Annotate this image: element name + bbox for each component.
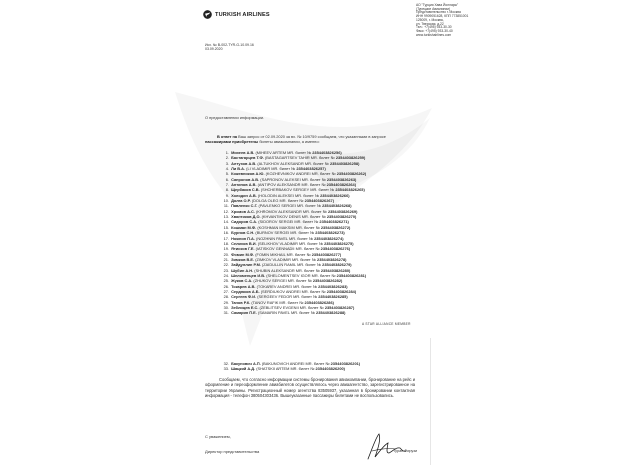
ticket-number: 2354403826258) xyxy=(329,160,360,166)
passenger-number: 10. xyxy=(223,198,229,204)
passenger-latin-name: (DOLGA OLEG MR. xyxy=(251,198,287,204)
passenger-row xyxy=(219,187,366,192)
passenger-latin-name: (ALTUKHOV ALEKSANDR MR. xyxy=(257,160,313,166)
passenger-number: 30. xyxy=(223,304,229,310)
passenger-latin-name: (IATISKOV GENNADII MR. xyxy=(255,246,303,252)
address-line: (Турецкие Авиалинии) xyxy=(416,6,451,11)
ticket-label: билет № xyxy=(294,251,311,257)
passenger-latin-name: (SERGEEV FEDOR MR. xyxy=(257,294,301,300)
letter-subject: О предоставлении информации. xyxy=(205,115,265,120)
passenger-number: 14. xyxy=(223,219,229,225)
ticket-label: билет № xyxy=(307,304,324,310)
passenger-number: 6. xyxy=(225,176,229,182)
ticket-number: 2354403826270) xyxy=(326,214,357,220)
passenger-latin-name: (MIHEEV ARTEM MR. xyxy=(255,150,295,155)
passenger-number: 22. xyxy=(223,262,229,268)
ticket-number: 2354403826285) xyxy=(318,294,348,300)
passenger-number: 32. xyxy=(223,361,229,366)
ticket-label: билет № xyxy=(305,203,321,209)
ticket-number: 2354403826265) xyxy=(335,187,365,193)
passenger-number: 13. xyxy=(223,214,229,220)
passenger-latin-name: (LI VLADIMIR MR. xyxy=(246,166,279,172)
passenger-latin-name: (SAPRONOV ALEKSEI MR. xyxy=(260,176,309,182)
address-line: Представительство г. Москва xyxy=(416,10,461,15)
address-line: www.turkishairlines.com xyxy=(416,32,452,37)
passenger-number: 8. xyxy=(225,187,229,193)
passenger-latin-name: (KHVANTIKOV DENIS MR. xyxy=(261,214,309,220)
passenger-number: 9. xyxy=(225,192,229,198)
passenger-latin-name: (SHUBIN ALEKSANDR MR. xyxy=(254,267,303,273)
ticket-number: 2354403826267) xyxy=(304,198,335,204)
ticket-label: билет № xyxy=(279,166,296,172)
ticket-label: билет № xyxy=(287,299,304,305)
address-line: 125009, г. Москва, xyxy=(416,17,444,22)
passenger-number: 11. xyxy=(223,203,229,209)
ticket-label: билет № xyxy=(307,240,323,246)
star-alliance-footer: A STAR ALLIANCE MEMBER xyxy=(362,322,411,326)
passenger-latin-name: (SELIKHOV VLADIMIR MR. xyxy=(257,240,307,246)
passenger-name: Хромов А.С. xyxy=(231,208,255,214)
passenger-name: Селихов В.И. xyxy=(231,240,257,246)
passenger-latin-name: (TANOV RAFIK MR. xyxy=(251,299,287,305)
ticket-number: 2354403826259) xyxy=(335,155,366,161)
passenger-name: Самарин П.Е. xyxy=(231,310,257,316)
ticket-label: билет № xyxy=(296,278,312,284)
ticket-number: 2354403826268) xyxy=(322,203,352,209)
ticket-label: билет № xyxy=(300,256,316,262)
ticket-number: 2354403826275) xyxy=(324,240,354,246)
passenger-latin-name: (NOZHNIN PAVEL MR. xyxy=(256,235,297,241)
passenger-name: Зайдуллин Р.М. xyxy=(231,262,261,268)
ticket-label: билет № xyxy=(318,187,335,193)
passenger-list-page-2 xyxy=(219,361,360,372)
airline-logo xyxy=(203,10,270,19)
passenger-number: 31. xyxy=(223,310,229,316)
passenger-row xyxy=(219,171,366,176)
passenger-number: 26. xyxy=(223,283,229,289)
ticket-number: 2354403826283) xyxy=(318,283,348,289)
ticket-number: 2354403826274) xyxy=(314,235,344,241)
passenger-name: Щербаков С.В. xyxy=(231,187,260,193)
passenger-number: 17. xyxy=(223,235,229,241)
ticket-number: 2354403826257) xyxy=(296,166,326,172)
ticket-number: 2354403826279) xyxy=(322,262,352,268)
ticket-label: билет № xyxy=(301,294,318,300)
passenger-latin-name: (BAKUNOVICH ANDREI MR. xyxy=(261,361,313,366)
airline-name: TURKISH AIRLINES xyxy=(215,11,270,18)
address-line: ул. Тверская, д.22 xyxy=(416,21,444,26)
passenger-latin-name: (SHELOMENTSEV IGOR MR. xyxy=(266,272,319,278)
ticket-number: 2354403826266) xyxy=(320,192,350,198)
ticket-number: 2354403826273) xyxy=(315,230,345,236)
ticket-label: билет № xyxy=(310,176,326,182)
passenger-name: Кожевников А.Ю. xyxy=(231,171,265,177)
passenger-name: Шацкий А.Д. xyxy=(231,366,256,372)
passenger-latin-name: (ZHUKOV SERGEI MR. xyxy=(253,278,295,284)
sender-address-block xyxy=(416,4,468,37)
passenger-latin-name: (PAVLENKO SERGEI MR. xyxy=(258,203,305,209)
passenger-name: Сапронов А.В. xyxy=(231,176,260,182)
passenger-name: Хвантиков Д.О. xyxy=(231,214,261,220)
passenger-number: 16. xyxy=(223,230,229,236)
passenger-number: 27. xyxy=(223,288,229,294)
passenger-name: Зеблицев Е.С. xyxy=(231,304,259,310)
passenger-name: Кошман М.Ф. xyxy=(231,224,257,230)
passenger-name: Жуков С.А. xyxy=(231,278,253,284)
ticket-label: билет № xyxy=(309,182,326,188)
passenger-number: 18. xyxy=(223,240,229,246)
ticket-number: 2354403826278) xyxy=(317,256,347,262)
passenger-latin-name: (SERDIUKOV ANDREI MR. xyxy=(260,288,309,294)
passenger-latin-name: (ZAIDULLIN RAMIL MR. xyxy=(262,262,305,268)
passenger-name: Фомин М.Ф. xyxy=(231,251,255,257)
passenger-list-page-1 xyxy=(219,150,366,316)
passenger-latin-name: (SAMARIN PAVEL MR. xyxy=(257,310,299,316)
intro-text: Ваш запрос от 02.09.2020 за вх. № 10/9759 сообщаем, что указанными в запросе xyxy=(238,134,386,139)
passenger-name: Долга О.Р. xyxy=(231,198,251,204)
ticket-number: 2354403826282) xyxy=(312,278,343,284)
passenger-name: Сидоров С.А. xyxy=(231,219,258,225)
passenger-latin-name: (ANTIPOV ALEKSANDR MR. xyxy=(257,182,309,188)
ticket-label: билет № xyxy=(310,214,326,220)
passenger-number: 21. xyxy=(223,256,229,262)
page-edge-line xyxy=(430,338,431,465)
passenger-number: 19. xyxy=(223,246,229,252)
passenger-number: 1. xyxy=(225,150,229,155)
passenger-latin-name: (BURNOV SERGEI MR. xyxy=(255,230,298,236)
passenger-latin-name: (KOSHMAN MAKSIM MR. xyxy=(257,224,303,230)
passenger-latin-name: (FOMIN MIKHAIL MR. xyxy=(255,251,294,257)
passenger-latin-name: (ZIMKOV VLADIMIR MR. xyxy=(255,256,300,262)
director-title: Директор представительства xyxy=(205,449,260,454)
passenger-latin-name: (SHATSKII ARTEM MR. xyxy=(256,366,298,372)
ticket-number: 2354403826277) xyxy=(311,251,342,257)
passenger-latin-name: (SHCHERBAKOV SERGEY MR. xyxy=(260,187,318,193)
passenger-latin-name: (HOLODIN ALEKSEI MR. xyxy=(257,192,303,198)
ticket-label: билет № xyxy=(319,171,336,177)
passenger-latin-name: (SIDOROV SERGEI MR. xyxy=(258,219,302,225)
ticket-number: 2354403826269) xyxy=(327,208,358,214)
ticket-label: билет № xyxy=(304,267,320,273)
passenger-name: Шеломенцев И.В. xyxy=(231,272,266,278)
ticket-label: билет № xyxy=(309,288,326,294)
passenger-name: Зимков В.Е. xyxy=(231,256,255,262)
passenger-name: Ятисков Г.Е. xyxy=(231,246,255,252)
passenger-name: Бакунович А.П. xyxy=(231,361,261,366)
passenger-row xyxy=(219,262,366,267)
handwritten-signature xyxy=(362,431,408,463)
passenger-name: Сердюков А.Б. xyxy=(231,288,260,294)
ticket-number: 2354403826281) xyxy=(336,272,367,278)
passenger-number: 15. xyxy=(223,224,229,230)
intro-paragraph xyxy=(205,134,405,144)
ticket-number: 2354403826280) xyxy=(320,267,351,273)
intro-lead: В ответ на xyxy=(217,134,238,139)
passenger-name: Бастагарцев Т.Ф. xyxy=(231,155,264,161)
ticket-number: 2354403826287) xyxy=(324,304,355,310)
ticket-label: билет № xyxy=(313,361,330,366)
passenger-number: 2. xyxy=(225,155,229,161)
ticket-label: билет № xyxy=(299,310,315,316)
ticket-number: 2354403826262) xyxy=(336,171,367,177)
reference-date: 03.09.2020 xyxy=(205,47,223,52)
passenger-row xyxy=(219,366,360,371)
passenger-name: Токарев А.В. xyxy=(231,283,256,289)
ticket-number: 2354403826256) xyxy=(312,150,342,155)
passenger-row xyxy=(219,230,366,235)
closing-paragraph: Сообщаем, что согласно информации системы бронирования авиакомпании, бронирование на рейс и оформление и переоформление авиабилетов осуществлялось через авиаагентство, зарегистрированное на территории Украины. Регистрационный номер агентства 83505937, указанная в бронировании контактная информация - телефон 380504303436. Вышеуказанные пассажиры билетами не воспользовались. xyxy=(205,377,415,398)
passenger-row xyxy=(219,246,366,251)
signer-name: Туран Фирузи xyxy=(393,449,418,453)
regards-line: С уважением, xyxy=(205,434,231,439)
ticket-label: билет № xyxy=(301,283,318,289)
passenger-name: Ли В.А. xyxy=(231,166,246,172)
ticket-number: 2354403826288) xyxy=(316,310,346,316)
passenger-number: 7. xyxy=(225,182,229,188)
ticket-label: билет № xyxy=(302,219,319,225)
passenger-row xyxy=(219,310,366,315)
ticket-number: 2354403826264) xyxy=(326,182,357,188)
passenger-number: 24. xyxy=(223,272,229,278)
passenger-name: Антипов А.В. xyxy=(231,182,257,188)
airline-emblem-icon xyxy=(203,10,212,19)
passenger-latin-name: (KOZHEVNIKOV ANDREI MR. xyxy=(265,171,319,177)
passenger-number: 4. xyxy=(225,166,229,172)
ticket-label: билет № xyxy=(297,235,314,241)
passenger-name: Михеев А.В. xyxy=(231,150,255,155)
ticket-label: билет № xyxy=(287,198,304,204)
passenger-number: 25. xyxy=(223,278,229,284)
ticket-label: билет № xyxy=(318,155,335,161)
intro-text-2: билеты авиакомпании, а именно: xyxy=(259,139,320,144)
ticket-number: 2354403826272) xyxy=(320,224,351,230)
passenger-number: 33. xyxy=(223,366,229,372)
ticket-number: 2354403826200) xyxy=(315,366,345,372)
passenger-row xyxy=(219,203,366,208)
ticket-number: 2354403826263) xyxy=(326,176,357,182)
ticket-number: 2354403826276) xyxy=(320,246,351,252)
reference-number: Исх. № В-002-TYR-G-10.09.16 xyxy=(205,43,254,47)
ticket-label: билет № xyxy=(304,224,320,230)
passenger-number: 28. xyxy=(223,294,229,300)
passenger-name: Шубин А.Н. xyxy=(231,267,254,273)
passenger-latin-name: (TOKAREV ANDREI MR. xyxy=(256,283,301,289)
address-line: Факс: +7(495) 933-30-40 xyxy=(416,28,453,33)
ticket-label: билет № xyxy=(298,366,315,372)
ticket-number: 2354403826286) xyxy=(304,299,334,305)
ticket-label: билет № xyxy=(298,230,315,236)
ticket-label: билет № xyxy=(303,192,320,198)
intro-lead-2: пассажирами приобретены xyxy=(205,139,259,144)
ticket-number: 2354403826271) xyxy=(319,219,349,225)
passenger-latin-name: (KHROMOV ALEKSANDR MR. xyxy=(255,208,310,214)
passenger-name: Бурнов С.Н. xyxy=(231,230,255,236)
ticket-label: билет № xyxy=(305,262,322,268)
address-line: АО "Турция Хава Йоллары" xyxy=(416,3,459,7)
reference-block xyxy=(205,43,254,52)
passenger-number: 12. xyxy=(223,208,229,214)
passenger-name: Танов Р.К. xyxy=(231,299,251,305)
ticket-label: билет № xyxy=(295,150,312,155)
passenger-number: 3. xyxy=(225,160,229,166)
ticket-label: билет № xyxy=(311,208,327,214)
passenger-name: Ножнин П.А. xyxy=(231,235,255,241)
ticket-number: 2354403826284) xyxy=(326,288,357,294)
address-line: Тел.: +7(495) 933-30-30 xyxy=(416,25,452,30)
passenger-latin-name: (BASTAGARTSEV TAHIR MR. xyxy=(265,155,318,161)
ticket-label: билет № xyxy=(319,272,336,278)
passenger-name: Павленко С.Г. xyxy=(231,203,258,209)
passenger-row xyxy=(219,155,366,160)
passenger-number: 29. xyxy=(223,299,229,305)
ticket-number: 2354403826201) xyxy=(330,361,361,366)
passenger-row xyxy=(219,294,366,299)
passenger-name: Холодин А.В. xyxy=(231,192,257,198)
passenger-number: 23. xyxy=(223,267,229,273)
passenger-number: 5. xyxy=(225,171,229,177)
passenger-latin-name: (ZEBLITSEV EVGENII MR. xyxy=(259,304,307,310)
ticket-label: билет № xyxy=(303,246,320,252)
passenger-name: Сергеев Ф.И. xyxy=(231,294,257,300)
ticket-label: билет № xyxy=(313,160,329,166)
passenger-number: 20. xyxy=(223,251,229,257)
address-line: ИНН 9909051628, КПП 773851001 xyxy=(416,14,469,19)
passenger-name: Алтухов А.В. xyxy=(231,160,257,166)
